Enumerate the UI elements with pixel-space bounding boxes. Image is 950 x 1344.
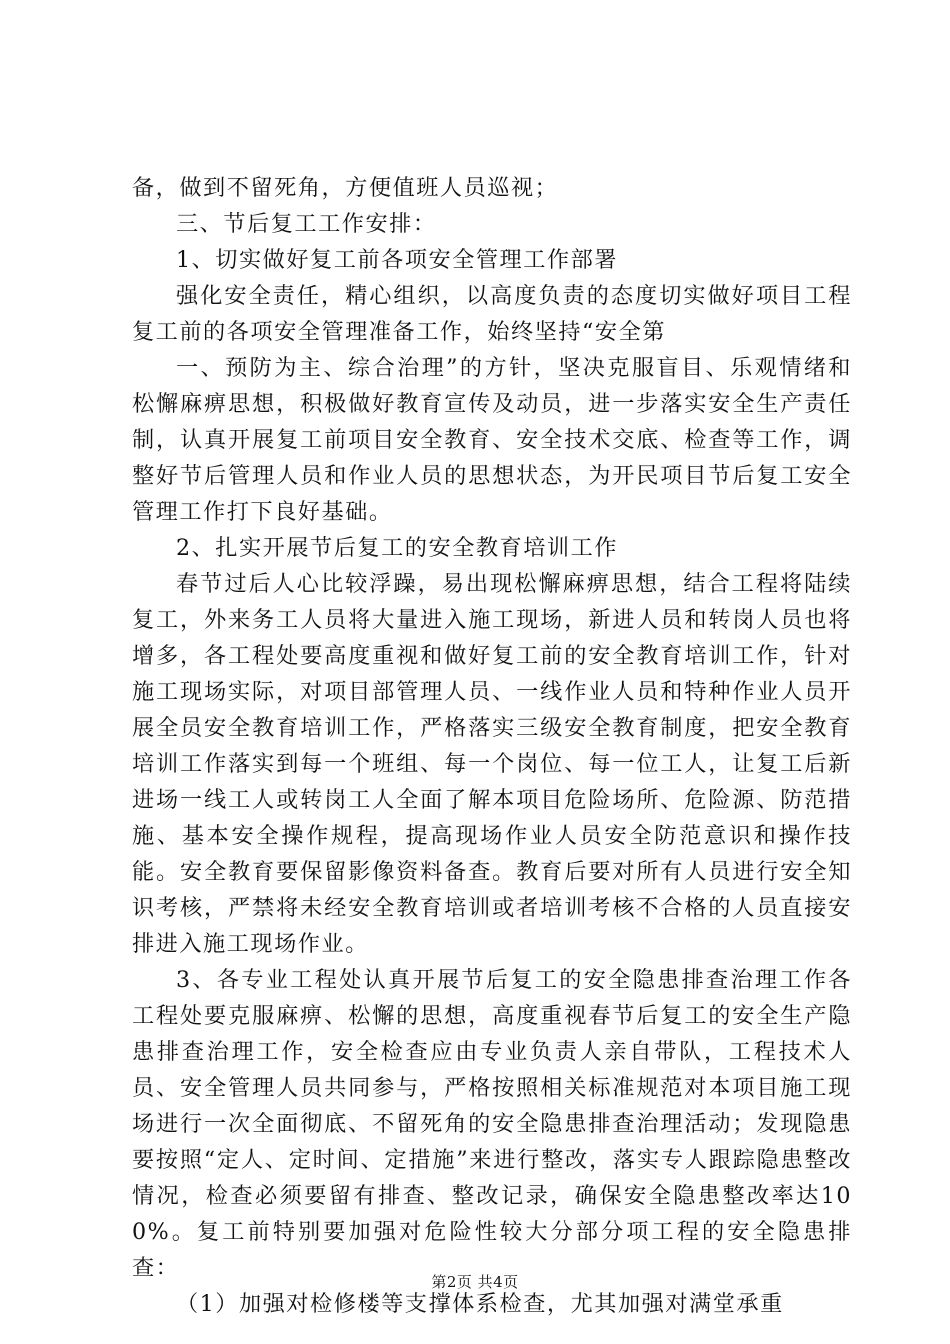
page-footer: 第2页 共4页: [431, 1273, 519, 1291]
paragraph-education-training: 春节过后人心比较浮躁，易出现松懈麻痹思想，结合工程将陆续复工，外来务工人员将大量进入施工现场，新进人员和转岗人员也将增多，各工程处要高度重视和做好复工前的安全教育培训工作，针对施工现场实际，对项目部管理人员、一线作业人员和特种作业人员开展全员安全教育培训工作，严格落实三级安全教育制度，把安全教育培训工作落实到每一个班组、每一个岗位、每一位工人，让复工后新进场一线工人或转岗工人全面了解本项目危险场所、危险源、防范措施、基本安全操作规程，提高现场作业人员安全防范意识和操作技能。安全教育要保留影像资料备查。教育后要对所有人员进行安全知识考核，严禁将未经安全教育培训或者培训考核不合格的人员直接安排进入施工现场作业。: [132, 571, 852, 957]
paragraph-safety-responsibility: 强化安全责任，精心组织，以高度负责的态度切实做好项目工程复工前的各项安全管理准备工作，始终坚持“安全第: [132, 283, 852, 345]
subheading-1: 1、切实做好复工前各项安全管理工作部署: [176, 247, 618, 273]
paragraph-support-system-check: （1）加强对检修楼等支撑体系检查，尤其加强对满堂承重: [176, 1291, 784, 1317]
paragraph-continuation: 备，做到不留死角，方便值班人员巡视；: [132, 175, 559, 201]
document-body: [132, 170, 852, 1322]
paragraph-prevention-policy: 一、预防为主、综合治理”的方针，坚决克服盲目、乐观情绪和松懈麻痹思想，积极做好教育宣传及动员，进一步落实安全生产责任制，认真开展复工前项目安全教育、安全技术交底、检查等工作，调整好节后管理人员和作业人员的思想状态，为开民项目节后复工安全管理工作打下良好基础。: [132, 355, 852, 525]
subheading-2: 2、扎实开展节后复工的安全教育培训工作: [176, 535, 618, 561]
paragraph-hazard-inspection: 3、各专业工程处认真开展节后复工的安全隐患排查治理工作各工程处要克服麻痹、松懈的思想，高度重视春节后复工的安全生产隐患排查治理工作，安全检查应由专业负责人亲自带队，工程技术人员、安全管理人员共同参与，严格按照相关标准规范对本项目施工现场进行一次全面彻底、不留死角的安全隐患排查治理活动；发现隐患要按照“定人、定时间、定措施”来进行整改，落实专人跟踪隐患整改情况，检查必须要留有排查、整改记录，确保安全隐患整改率达100%。复工前特别要加强对危险性较大分部分项工程的安全隐患排查：: [132, 967, 852, 1281]
section-heading-3: 三、节后复工工作安排：: [176, 211, 437, 237]
